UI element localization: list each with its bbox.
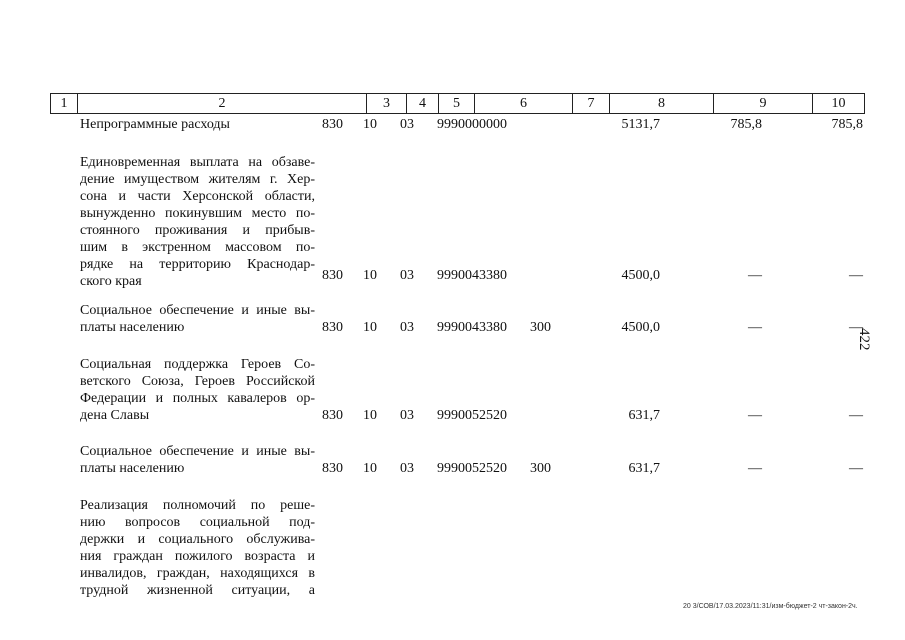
- description-line: рядке на территорию Краснодар-: [80, 257, 315, 272]
- cell-col-3: 830: [322, 461, 343, 476]
- description-line: сона и части Херсонской области,: [80, 189, 315, 204]
- cell-col-3: 830: [322, 320, 343, 335]
- description-line: дена Славы: [80, 408, 150, 423]
- header-col-6: 6: [475, 94, 573, 113]
- description-line: Реализация полномочий по реше-: [80, 498, 315, 513]
- row-description: [80, 302, 315, 336]
- header-col-1: 1: [51, 94, 78, 113]
- cell-col-8: 4500,0: [621, 320, 660, 335]
- cell-col-6: 9990043380: [437, 320, 507, 335]
- description-line: инвалидов, граждан, находящихся в: [80, 566, 315, 581]
- cell-col-4: 10: [363, 461, 377, 476]
- description-line: платы населению: [80, 320, 185, 335]
- description-line: ветского Союза, Героев Российской: [80, 374, 315, 389]
- cell-col-4: 10: [363, 268, 377, 283]
- cell-col-6: 9990052520: [437, 408, 507, 423]
- cell-col-10: 785,8: [831, 117, 863, 132]
- cell-col-9: —: [748, 461, 762, 476]
- row-description: [80, 116, 315, 133]
- cell-col-10: —: [849, 408, 863, 423]
- cell-col-9: —: [748, 320, 762, 335]
- row-description: [80, 356, 315, 424]
- cell-col-9: 785,8: [730, 117, 762, 132]
- description-line: держки и социального обслужива-: [80, 532, 315, 547]
- description-line: ского края: [80, 274, 142, 289]
- cell-col-10: —: [849, 461, 863, 476]
- cell-col-5: 03: [400, 117, 414, 132]
- cell-col-8: 4500,0: [621, 268, 660, 283]
- cell-col-3: 830: [322, 408, 343, 423]
- cell-col-8: 5131,7: [621, 117, 660, 132]
- description-line: Социальное обеспечение и иные вы-: [80, 444, 315, 459]
- header-col-4: 4: [407, 94, 439, 113]
- header-col-5: 5: [439, 94, 475, 113]
- description-line: платы населению: [80, 461, 185, 476]
- page-number: 422: [856, 328, 872, 351]
- description-line: дение имуществом жителям г. Хер-: [80, 172, 315, 187]
- cell-col-4: 10: [363, 320, 377, 335]
- description-line: трудной жизненной ситуации, а: [80, 583, 315, 598]
- cell-col-5: 03: [400, 268, 414, 283]
- description-line: шим в экстренном массовом по-: [80, 240, 315, 255]
- description-line: Социальное обеспечение и иные вы-: [80, 303, 315, 318]
- cell-col-4: 10: [363, 408, 377, 423]
- cell-col-6: 9990043380: [437, 268, 507, 283]
- cell-col-7: 300: [530, 461, 551, 476]
- description-line: нию вопросов социальной под-: [80, 515, 315, 530]
- description-line: Федерации и полных кавалеров ор-: [80, 391, 315, 406]
- cell-col-3: 830: [322, 268, 343, 283]
- document-footer: 20 3/СОВ/17.03.2023/11:31/изм-бюджет-2 чт-закон-2ч.: [683, 603, 858, 610]
- header-col-3: 3: [367, 94, 407, 113]
- table-header: [50, 93, 865, 114]
- cell-col-8: 631,7: [628, 408, 660, 423]
- cell-col-6: 9990000000: [437, 117, 507, 132]
- cell-col-8: 631,7: [628, 461, 660, 476]
- cell-col-5: 03: [400, 461, 414, 476]
- header-col-9: 9: [714, 94, 813, 113]
- cell-col-9: —: [748, 268, 762, 283]
- description-line: стоянного проживания и прибыв-: [80, 223, 315, 238]
- description-line: вынужденно покинувшим место по-: [80, 206, 315, 221]
- description-line: Непрограммные расходы: [80, 117, 230, 132]
- header-col-10: 10: [831, 96, 846, 111]
- description-line: Единовременная выплата на обзаве-: [80, 155, 315, 170]
- description-line: Социальная поддержка Героев Со-: [80, 357, 315, 372]
- cell-col-10: —: [849, 320, 863, 335]
- header-col-2: 2: [78, 94, 367, 113]
- cell-col-7: 300: [530, 320, 551, 335]
- cell-col-5: 03: [400, 320, 414, 335]
- cell-col-10: —: [849, 268, 863, 283]
- cell-col-6: 9990052520: [437, 461, 507, 476]
- cell-col-3: 830: [322, 117, 343, 132]
- cell-col-5: 03: [400, 408, 414, 423]
- row-description: [80, 154, 315, 290]
- cell-col-9: —: [748, 408, 762, 423]
- row-description: [80, 497, 315, 599]
- description-line: ния граждан пожилого возраста и: [80, 549, 315, 564]
- header-col-8: 8: [610, 94, 714, 113]
- header-col-7: 7: [573, 94, 610, 113]
- row-description: [80, 443, 315, 477]
- cell-col-4: 10: [363, 117, 377, 132]
